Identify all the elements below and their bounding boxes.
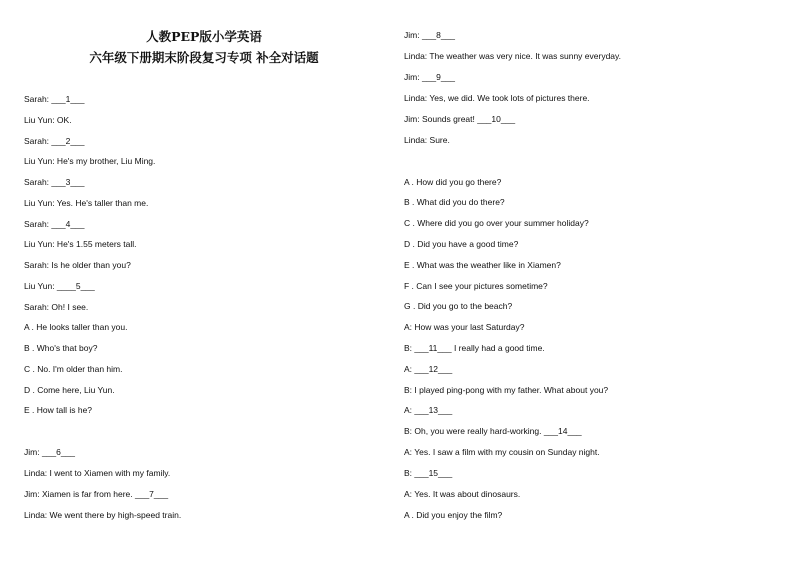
left-column-line: Liu Yun: ____5___ bbox=[24, 281, 95, 291]
left-column-line: C . No. I'm older than him. bbox=[24, 364, 123, 374]
right-column-line: A: How was your last Saturday? bbox=[404, 322, 525, 332]
right-column-line: Jim: ___8___ bbox=[404, 30, 456, 40]
right-column-line: B . What did you do there? bbox=[404, 197, 505, 207]
right-column-line: B: I played ping-pong with my father. What about you? bbox=[404, 385, 609, 395]
left-column-line: Sarah: ___4___ bbox=[24, 219, 85, 229]
left-column-line: E . How tall is he? bbox=[24, 405, 93, 415]
right-column-line: E . What was the weather like in Xiamen? bbox=[404, 260, 561, 270]
right-column-line: B: ___11___ I really had a good time. bbox=[404, 343, 545, 353]
document-title: 人教PEP版小学英语 bbox=[146, 29, 262, 44]
right-column-line: Linda: Sure. bbox=[404, 135, 450, 145]
left-column-line: Sarah: ___3___ bbox=[24, 177, 85, 187]
left-column-line: Liu Yun: He's my brother, Liu Ming. bbox=[24, 156, 156, 166]
left-column-line: Sarah: ___1___ bbox=[24, 94, 85, 104]
right-column-line: C . Where did you go over your summer holiday? bbox=[404, 218, 589, 228]
right-column-line: Jim: Sounds great! ___10___ bbox=[404, 114, 516, 124]
right-column-line: B: ___15___ bbox=[404, 468, 453, 478]
right-column-line: F . Can I see your pictures sometime? bbox=[404, 281, 548, 291]
right-column-line: A: ___13___ bbox=[404, 405, 453, 415]
left-column-line: Sarah: ___2___ bbox=[24, 136, 85, 146]
right-column-line: G . Did you go to the beach? bbox=[404, 301, 513, 311]
left-column-line: Liu Yun: He's 1.55 meters tall. bbox=[24, 239, 137, 249]
left-column-line: B . Who's that boy? bbox=[24, 343, 98, 353]
right-column-line: Linda: Yes, we did. We took lots of pictures there. bbox=[404, 93, 590, 103]
document-subtitle: 六年级下册期末阶段复习专项 补全对话题 bbox=[89, 50, 319, 65]
left-column-line: Sarah: Is he older than you? bbox=[24, 260, 131, 270]
right-column-line: Linda: The weather was very nice. It was sunny everyday. bbox=[404, 51, 622, 61]
right-column-line: Jim: ___9___ bbox=[404, 72, 456, 82]
left-column-line: Liu Yun: OK. bbox=[24, 115, 72, 125]
left-column-line: D . Come here, Liu Yun. bbox=[24, 385, 115, 395]
right-column-line: A . Did you enjoy the film? bbox=[404, 510, 503, 520]
right-column-line: A: Yes. It was about dinosaurs. bbox=[404, 489, 521, 499]
left-column-line: Jim: ___6___ bbox=[24, 447, 76, 457]
left-column-line: Jim: Xiamen is far from here. ___7___ bbox=[24, 489, 169, 499]
left-column-line: Linda: We went there by high-speed train. bbox=[24, 510, 182, 520]
right-column-line: B: Oh, you were really hard-working. ___14___ bbox=[404, 426, 582, 436]
left-column-line: A . He looks taller than you. bbox=[24, 322, 128, 332]
right-column-line: A: Yes. I saw a film with my cousin on Sunday night. bbox=[404, 447, 600, 457]
left-column-line: Linda: I went to Xiamen with my family. bbox=[24, 468, 171, 478]
right-column-line: A . How did you go there? bbox=[404, 177, 502, 187]
right-column-line: D . Did you have a good time? bbox=[404, 239, 519, 249]
left-column-line: Sarah: Oh! I see. bbox=[24, 302, 89, 312]
left-column-line: Liu Yun: Yes. He's taller than me. bbox=[24, 198, 149, 208]
right-column-line: A: ___12___ bbox=[404, 364, 453, 374]
